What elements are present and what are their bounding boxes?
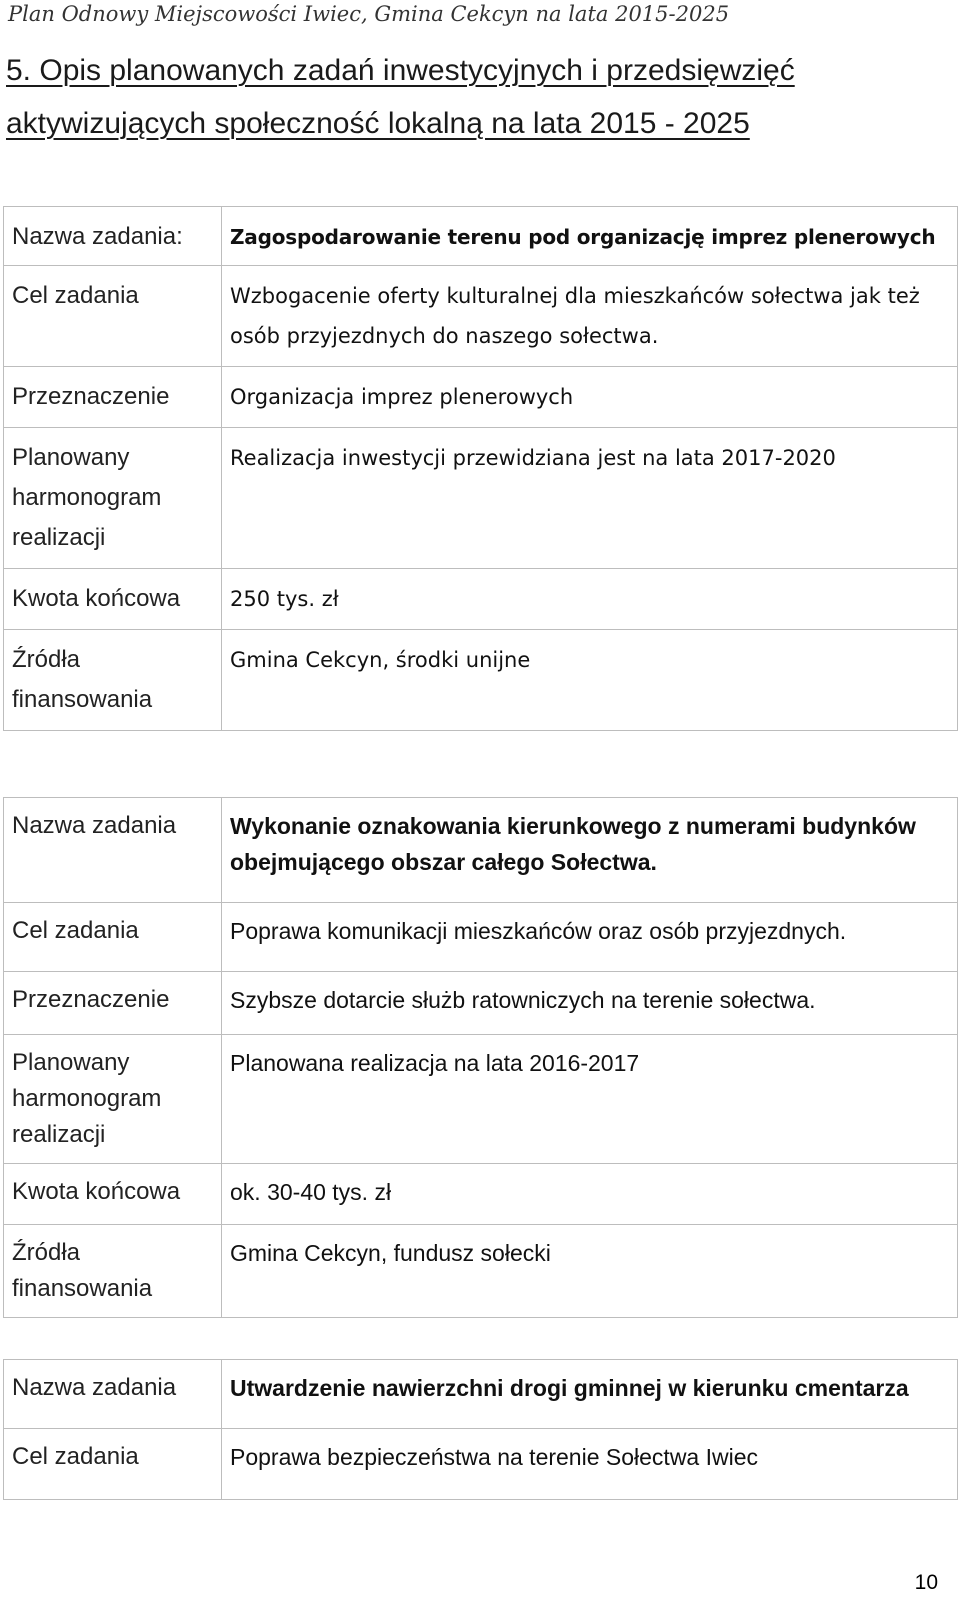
task-row-goal bbox=[4, 266, 958, 367]
task-amount-label: Kwota końcowa bbox=[4, 569, 222, 630]
task-funding-value: Gmina Cekcyn, fundusz sołecki bbox=[222, 1225, 958, 1318]
task-purpose-value: Organizacja imprez plenerowych bbox=[222, 367, 958, 428]
task-schedule-value: Planowana realizacja na lata 2016-2017 bbox=[222, 1035, 958, 1164]
page-number: 10 bbox=[914, 1571, 938, 1594]
task-name-label: Nazwa zadania: bbox=[4, 207, 222, 266]
task-row-schedule bbox=[4, 428, 958, 569]
task-schedule-value: Realizacja inwestycji przewidziana jest na lata 2017-2020 bbox=[222, 428, 958, 569]
task-goal-label: Cel zadania bbox=[4, 1429, 222, 1500]
task-row-purpose bbox=[4, 972, 958, 1035]
task-row-name bbox=[4, 207, 958, 266]
task-goal-label: Cel zadania bbox=[4, 903, 222, 972]
task-table-3 bbox=[3, 1359, 958, 1500]
task-row-funding bbox=[4, 1225, 958, 1318]
task-row-purpose bbox=[4, 367, 958, 428]
task-goal-value: Wzbogacenie oferty kulturalnej dla mieszkańców sołectwa jak też osób przyjezdnych do naszego sołectwa. bbox=[222, 266, 958, 367]
task-name-value: Wykonanie oznakowania kierunkowego z numerami budynków obejmującego obszar całego Sołectwa. bbox=[222, 798, 958, 903]
task-amount-value: ok. 30-40 tys. zł bbox=[222, 1164, 958, 1225]
task-row-schedule bbox=[4, 1035, 958, 1164]
task-amount-value: 250 tys. zł bbox=[222, 569, 958, 630]
task-amount-label: Kwota końcowa bbox=[4, 1164, 222, 1225]
task-name-label: Nazwa zadania bbox=[4, 798, 222, 903]
task-schedule-label: Planowany harmonogram realizacji bbox=[4, 428, 222, 569]
document-header: Plan Odnowy Miejscowości Iwiec, Gmina Cekcyn na lata 2015-2025 bbox=[8, 2, 730, 26]
task-row-name bbox=[4, 1360, 958, 1429]
task-purpose-label: Przeznaczenie bbox=[4, 972, 222, 1035]
task-name-label: Nazwa zadania bbox=[4, 1360, 222, 1429]
task-purpose-label: Przeznaczenie bbox=[4, 367, 222, 428]
task-row-amount bbox=[4, 569, 958, 630]
task-schedule-label: Planowany harmonogram realizacji bbox=[4, 1035, 222, 1164]
task-purpose-value: Szybsze dotarcie służb ratowniczych na terenie sołectwa. bbox=[222, 972, 958, 1035]
task-funding-label: Źródła finansowania bbox=[4, 1225, 222, 1318]
task-funding-label: Źródła finansowania bbox=[4, 630, 222, 731]
task-goal-value: Poprawa bezpieczeństwa na terenie Sołectwa Iwiec bbox=[222, 1429, 958, 1500]
task-goal-label: Cel zadania bbox=[4, 266, 222, 367]
task-row-name bbox=[4, 798, 958, 903]
task-table-1 bbox=[3, 206, 958, 731]
task-row-goal bbox=[4, 903, 958, 972]
task-row-funding bbox=[4, 630, 958, 731]
task-name-value: Zagospodarowanie terenu pod organizację imprez plenerowych bbox=[222, 207, 958, 266]
section-heading: 5. Opis planowanych zadań inwestycyjnych i przedsięwzięć aktywizujących społeczność lokalną na lata 2015 - 2025 bbox=[6, 54, 795, 140]
task-funding-value: Gmina Cekcyn, środki unijne bbox=[222, 630, 958, 731]
task-row-goal bbox=[4, 1429, 958, 1500]
task-row-amount bbox=[4, 1164, 958, 1225]
task-table-2 bbox=[3, 797, 958, 1318]
task-goal-value: Poprawa komunikacji mieszkańców oraz osób przyjezdnych. bbox=[222, 903, 958, 972]
task-name-value: Utwardzenie nawierzchni drogi gminnej w kierunku cmentarza bbox=[222, 1360, 958, 1429]
